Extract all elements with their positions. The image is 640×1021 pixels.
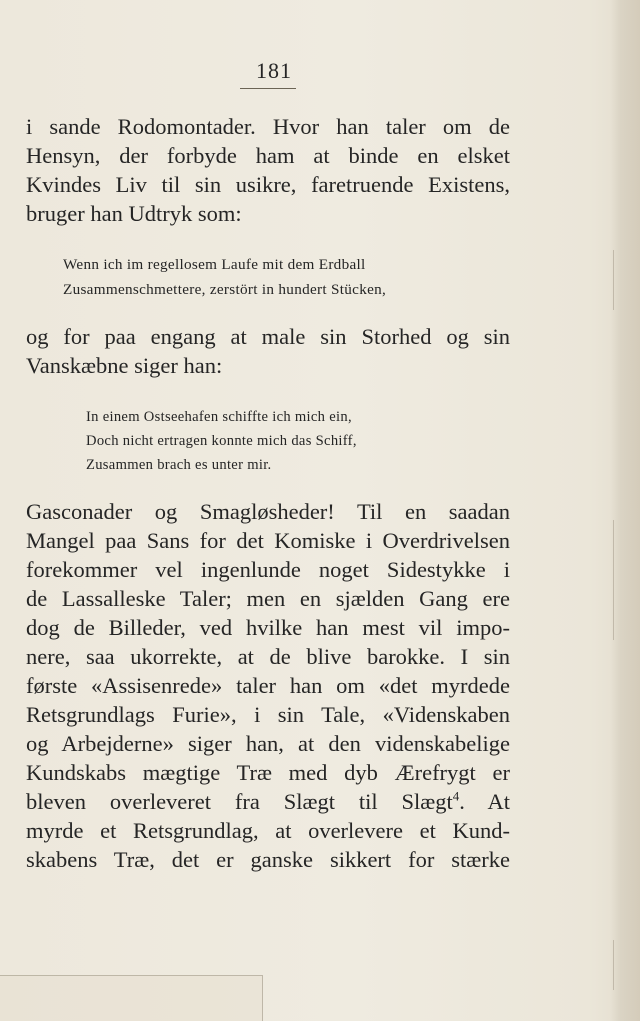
scan-artifact xyxy=(613,520,614,640)
paragraph-3-line-2: Mangel paa Sans for det Komiske i Overdrivelsen xyxy=(26,528,510,553)
quote-1-line-2: Zusammenschmettere, zerstört in hundert Stücken, xyxy=(63,281,387,298)
paragraph-3-line-4: de Lassalleske Taler; men en sjælden Gang ere xyxy=(26,586,510,611)
paragraph-3-line-11-tail: . At xyxy=(459,789,510,814)
paragraph-3-line-3: forekommer vel ingenlunde noget Sidestykke i xyxy=(26,557,510,582)
paragraph-3-line-11-text: bleven overleveret fra Slægt til Slægt xyxy=(26,789,453,814)
footnote-reference: 4 xyxy=(452,788,460,804)
quote-2-line-2: Doch nicht ertragen konnte mich das Schiff, xyxy=(86,433,357,449)
page-number: 181 xyxy=(256,58,292,83)
quote-2-line-3: Zusammen brach es unter mir. xyxy=(86,457,272,473)
paragraph-1-line-2: Hensyn, der forbyde ham at binde en elsket xyxy=(26,143,510,168)
paragraph-3-line-8: Retsgrundlags Furie», i sin Tale, «Videnskaben xyxy=(26,702,510,727)
paragraph-3-line-11 xyxy=(26,787,510,817)
paragraph-3-line-7: første «Assisenrede» taler han om «det myrdede xyxy=(26,673,510,698)
scan-bottom-artifact xyxy=(0,975,263,1021)
paragraph-3-line-5: dog de Billeder, ved hvilke han mest vil impo- xyxy=(26,615,510,640)
scan-artifact xyxy=(613,250,614,310)
page-number-rule xyxy=(240,88,296,89)
page-edge-shadow xyxy=(610,0,640,1021)
paragraph-3-line-6: nere, saa ukorrekte, at de blive barokke. I sin xyxy=(26,644,510,669)
paragraph-2-line-1: og for paa engang at male sin Storhed og sin xyxy=(26,324,510,349)
quote-2-line-1: In einem Ostseehafen schiffte ich mich ein, xyxy=(86,409,352,425)
paragraph-3-line-9: og Arbejderne» siger han, at den videnskabelige xyxy=(26,731,510,756)
paragraph-3-line-10: Kundskabs mægtige Træ med dyb Ærefrygt er xyxy=(26,760,510,785)
paragraph-3-line-1: Gasconader og Smagløsheder! Til en saadan xyxy=(26,499,510,524)
paragraph-2-line-2: Vanskæbne siger han: xyxy=(26,353,223,378)
paragraph-1-line-1: i sande Rodomontader. Hvor han taler om de xyxy=(26,114,510,139)
paragraph-1-line-4: bruger han Udtryk som: xyxy=(26,201,242,226)
paragraph-3-line-13: skabens Træ, det er ganske sikkert for stærke xyxy=(26,847,510,872)
paragraph-3-line-12: myrde et Retsgrundlag, at overlevere et Kund- xyxy=(26,818,510,843)
quote-1-line-1: Wenn ich im regellosem Laufe mit dem Erdball xyxy=(63,256,366,273)
scan-artifact xyxy=(613,940,614,990)
paragraph-1-line-3: Kvindes Liv til sin usikre, faretruende Existens, xyxy=(26,172,510,197)
